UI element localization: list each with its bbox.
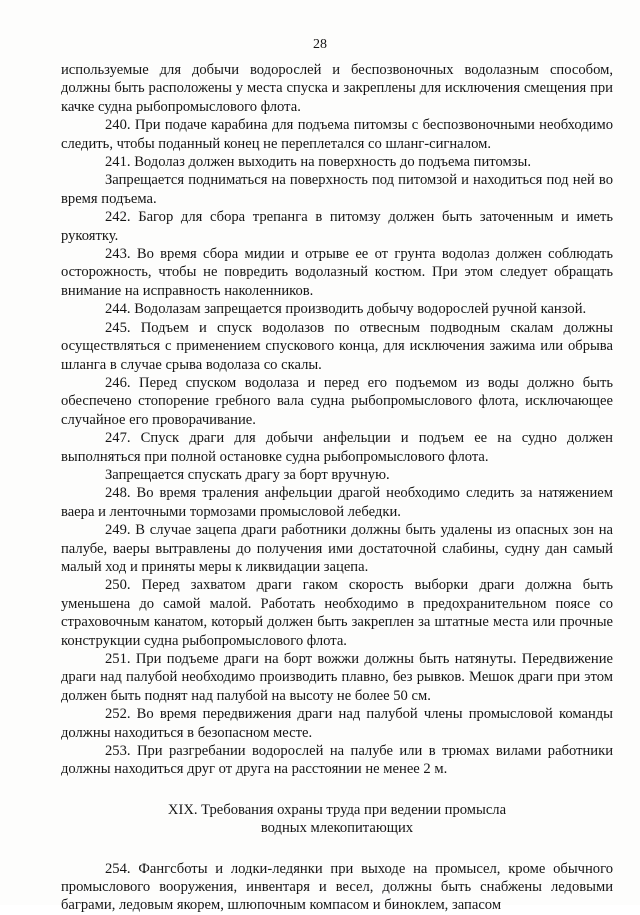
paragraph-248: 248. Во время траления анфельции драгой необходимо следить за натяжением ваера и ленточными тормозами промысловой лебедки.	[61, 485, 613, 520]
paragraph-246: 246. Перед спуском водолаза и перед его подъемом из воды должно быть обеспечено стопорение гребного вала судна рыбопромыслового флота, исключающее случайное его проворачивание.	[61, 374, 613, 428]
page-number: 28	[313, 37, 327, 52]
paragraph-243: 243. Во время сбора мидии и отрыве ее от грунта водолаз должен соблюдать осторожность, чтобы не повредить водолазный костюм. При этом следует обращать внимание на исправность наколенников.	[61, 246, 613, 299]
paragraph-continuation: используемые для добычи водорослей и беспозвоночных водолазным способом, должны быть расположены у места спуска и закреплены для исключения смещения при качке судна рыбопромыслового флота.	[61, 62, 613, 115]
document-body	[61, 61, 613, 915]
paragraph-247: 247. Спуск драги для добычи анфельции и подъем ее на судно должен выполняться при полной остановке судна рыбопромыслового флота.	[61, 430, 613, 465]
paragraph-252: 252. Во время передвижения драги над палубой члены промысловой команды должны находиться в безопасном месте.	[61, 706, 613, 741]
paragraph-253: 253. При разгребании водорослей на палубе или в трюмах вилами работники должны находиться друг от друга на расстоянии не менее 2 м.	[61, 743, 613, 778]
paragraph-249: 249. В случае зацепа драги работники должны быть удалены из опасных зон на палубе, ваеры вытравлены до получения ими достаточной слабины, судну дан самый малый ход и приняты меры к ликвидации зацепа.	[61, 522, 613, 575]
paragraph-241: 241. Водолаз должен выходить на поверхность до подъема питомзы.	[105, 154, 531, 171]
section-heading	[61, 801, 613, 838]
paragraph-251: 251. При подъеме драги на борт вожжи должны быть натянуты. Передвижение драги над палубой необходимо производить плавно, без рывков. Мешок драги при этом должен быть поднят над палубой на высоту не более 50 см.	[61, 651, 613, 704]
section-heading-line-1: XIX. Требования охраны труда при ведении промысла	[167, 801, 507, 818]
paragraph-241-note: Запрещается подниматься на поверхность под питомзой и находиться под ней во время подъема.	[61, 172, 613, 207]
paragraph-244: 244. Водолазам запрещается производить добычу водорослей ручной канзой.	[105, 301, 587, 318]
paragraph-245: 245. Подъем и спуск водолазов по отвесным подводным скалам должны осуществляться с применением спускового конца, для исключения зажима или обрыва шланга в случае срыва водолаза со скалы.	[61, 319, 613, 373]
paragraph-250: 250. Перед захватом драги гаком скорость выборки драги должна быть уменьшена до самой малой. Работать необходимо в предохранительном поясе со страховочным канатом, который должен быть закреплен за штатные места или прочные конструкции судна рыбопромыслового флота.	[61, 577, 613, 649]
paragraph-240: 240. При подаче карабина для подъема питомзы с беспозвоночными необходимо следить, чтобы поданный конец не переплетался со шланг-сигналом.	[61, 117, 613, 152]
paragraph-242: 242. Багор для сбора трепанга в питомзу должен быть заточенным и иметь рукоятку.	[61, 209, 613, 244]
paragraph-247-note: Запрещается спускать драгу за борт вручную.	[105, 466, 390, 483]
section-heading-line-2: водных млекопитающих	[260, 820, 414, 837]
paragraph-254: 254. Фангсботы и лодки-ледянки при выходе на промысел, кроме обычного промыслового вооружения, инвентаря и весел, должны быть снабжены ледовыми баграми, ледовым якорем, шлюпочным компасом и биноклем, запасом	[61, 860, 613, 914]
